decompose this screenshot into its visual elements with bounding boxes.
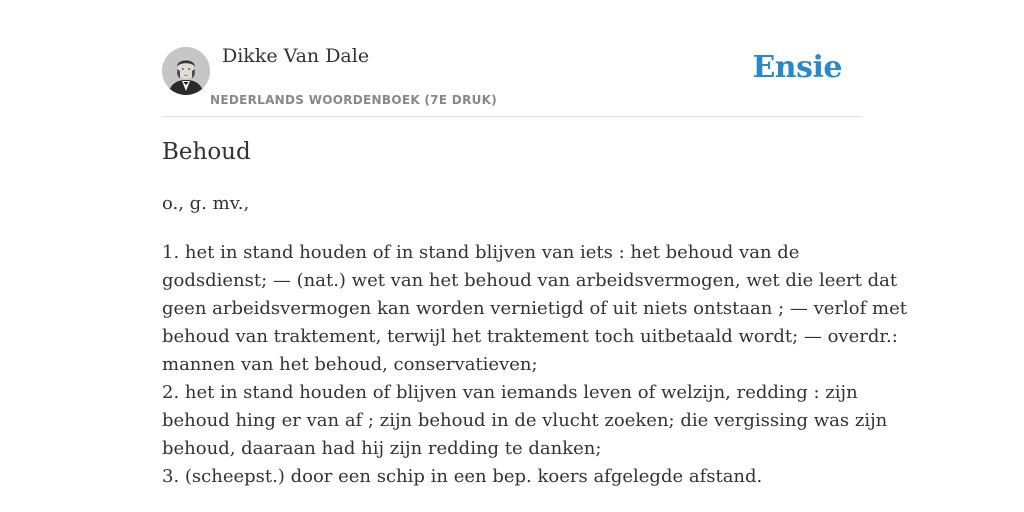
author-name[interactable]: Dikke Van Dale — [222, 45, 370, 67]
definition-line: geen arbeidsvermogen kan worden vernietigd of uit niets ontstaan ; — verlof met — [162, 298, 907, 319]
definition-line: godsdienst; — (nat.) wet van het behoud van arbeidsvermogen, wet die leert dat — [162, 270, 898, 291]
definition-line: behoud van traktement, terwijl het traktement toch uitbetaald wordt; — overdr.: — [162, 326, 898, 347]
source-name[interactable]: NEDERLANDS WOORDENBOEK (7E DRUK) — [210, 93, 498, 107]
entry-definitions — [162, 239, 907, 491]
definition-line: 1. het in stand houden of in stand blijven van iets : het behoud van de — [162, 242, 800, 263]
entry-grammar: o., g. mv., — [162, 193, 250, 214]
entry-page — [162, 0, 907, 487]
author-avatar[interactable] — [162, 47, 210, 95]
definition-line: mannen van het behoud, conservatieven; — [162, 354, 538, 375]
definition-line: 3. (scheepst.) door een schip in een bep. koers afgelegde afstand. — [162, 466, 763, 487]
definition-line: 2. het in stand houden of blijven van iemands leven of welzijn, redding : zijn — [162, 382, 858, 403]
ensie-logo-link[interactable]: Ensie — [752, 50, 842, 85]
entry-title: Behoud — [162, 139, 251, 165]
definition-line: behoud hing er van af ; zijn behoud in de vlucht zoeken; die vergissing was zijn — [162, 410, 888, 431]
entry-header — [162, 0, 862, 117]
definition-line: behoud, daaraan had hij zijn redding te danken; — [162, 438, 602, 459]
portrait-avatar-icon — [162, 47, 210, 95]
